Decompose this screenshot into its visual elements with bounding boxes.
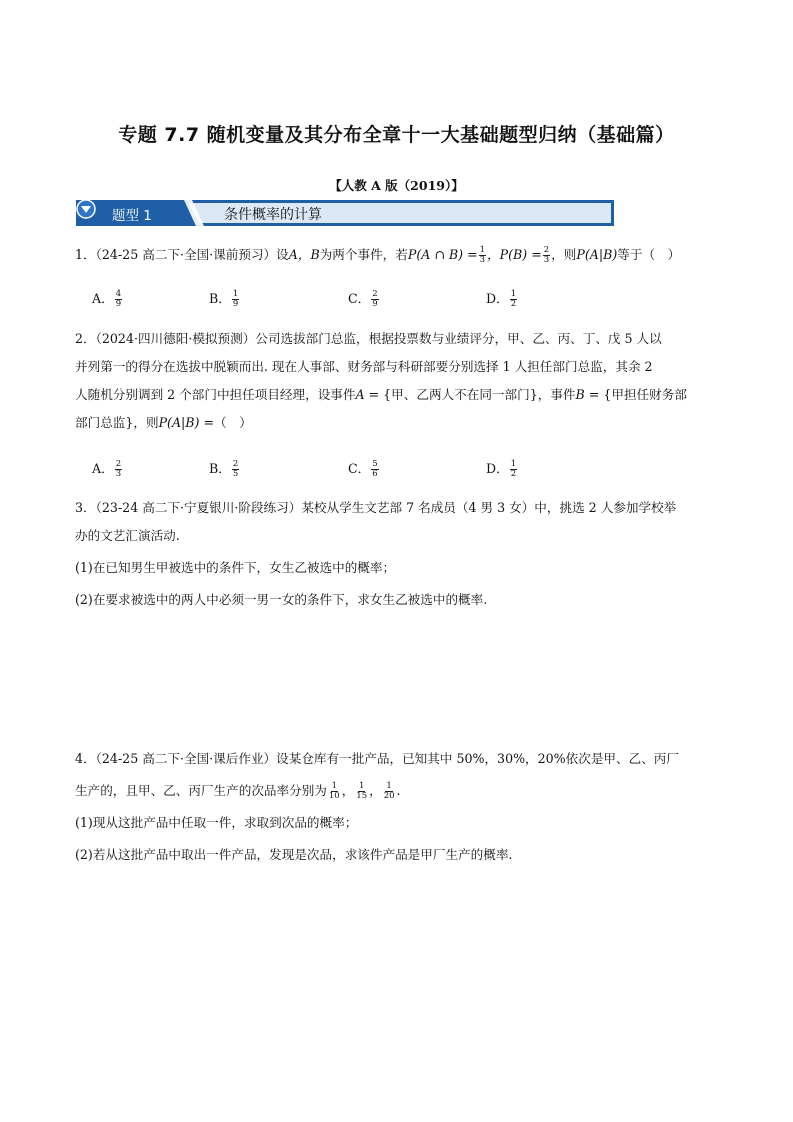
q1-expr-pagb: P(A|B) <box>576 247 618 262</box>
question-4 <box>75 745 723 869</box>
q1-option-d[interactable]: D． $\frac{1}{2}$ <box>486 289 517 309</box>
q4-line: 4．（24-25 高二下·全国·课后作业）设某仓库有一批产品，已知其中 50%，30%，20%依次是甲、乙、丙厂 <box>75 751 679 766</box>
q3-subquestion: (1)在已知男生甲被选中的条件下，女生乙被选中的概率； <box>75 560 396 575</box>
q1-expr-pab: P(A ∩ B) = <box>407 247 478 262</box>
page-title: 专题 7.7 随机变量及其分布全章十一大基础题型归纳（基础篇） <box>118 124 675 146</box>
q1-events: A，B <box>288 247 320 262</box>
q2-option-b[interactable]: B． $\frac{2}{5}$ <box>209 459 239 479</box>
q1-expr-pb: ，P(B) = <box>487 247 542 262</box>
banner-topic-name: 条件概率的计算 <box>224 207 322 223</box>
q1-text: ，则 <box>551 247 577 262</box>
question-type-banner <box>76 199 614 227</box>
question-3 <box>75 494 723 614</box>
q1-text: 为两个事件，若 <box>319 247 408 262</box>
q3-subquestion: (2)在要求被选中的两人中必须一男一女的条件下，求女生乙被选中的概率. <box>75 592 488 607</box>
q1-source: 1．（24-25 高二下·全国·课前预习）设 <box>75 247 289 262</box>
q2-line: 2．（2024·四川德阳·模拟预测）公司选拔部门总监，根据投票数与业绩评分，甲、乙、丙、丁、戊 5 人以 <box>75 331 662 346</box>
q3-line: 办的文艺汇演活动. <box>75 528 180 543</box>
q3-line: 3．（23-24 高二下·宁夏银川·阶段练习）某校从学生文艺部 7 名成员（4 男 3 女）中，挑选 2 人参加学校举 <box>75 500 677 515</box>
q2-option-d[interactable]: D． $\frac{1}{2}$ <box>486 459 517 479</box>
edition-subtitle: 【人教 A 版（2019）】 <box>329 178 464 193</box>
q1-tail: 等于（ ） <box>617 247 681 262</box>
q2-line: 部门总监}，则P(A|B) =（ ） <box>75 415 252 430</box>
question-1 <box>75 241 723 269</box>
q2-option-a[interactable]: A． $\frac{2}{3}$ <box>92 459 122 479</box>
q1-option-c[interactable]: C． $\frac{2}{9}$ <box>348 289 378 309</box>
q1-option-b[interactable]: B． $\frac{1}{9}$ <box>209 289 239 309</box>
q4-subquestion: (2)若从这批产品中取出一件产品，发现是次品，求该件产品是甲厂生产的概率. <box>75 847 513 862</box>
chevron-down-icon[interactable] <box>76 199 96 219</box>
banner-type-label: 题型 1 <box>112 208 152 224</box>
q2-line: 人随机分别调到 2 个部门中担任项目经理，设事件A = {甲、乙两人不在同一部门}，事件B = {甲担任财务部 <box>75 387 687 402</box>
q1-option-a[interactable]: A． $\frac{4}{9}$ <box>92 289 122 309</box>
q1-fraction: $\frac{2}{3}$ <box>543 245 550 265</box>
q2-option-c[interactable]: C． $\frac{5}{6}$ <box>348 459 378 479</box>
q2-line: 并列第一的得分在选拔中脱颖而出. 现在人事部、财务部与科研部要分别选择 1 人担任部门总监，其余 2 <box>75 359 653 374</box>
q4-line: 生产的，且甲、乙、丙厂生产的次品率分别为 $\frac{1}{10}$ ， $\frac{1}{15}$ ， $\frac{1}{20}$ . <box>75 781 401 801</box>
banner-background <box>76 199 614 227</box>
q1-fraction: $\frac{1}{3}$ <box>479 245 486 265</box>
q4-subquestion: (1)现从这批产品中任取一件，求取到次品的概率； <box>75 815 358 830</box>
question-2 <box>75 325 723 437</box>
